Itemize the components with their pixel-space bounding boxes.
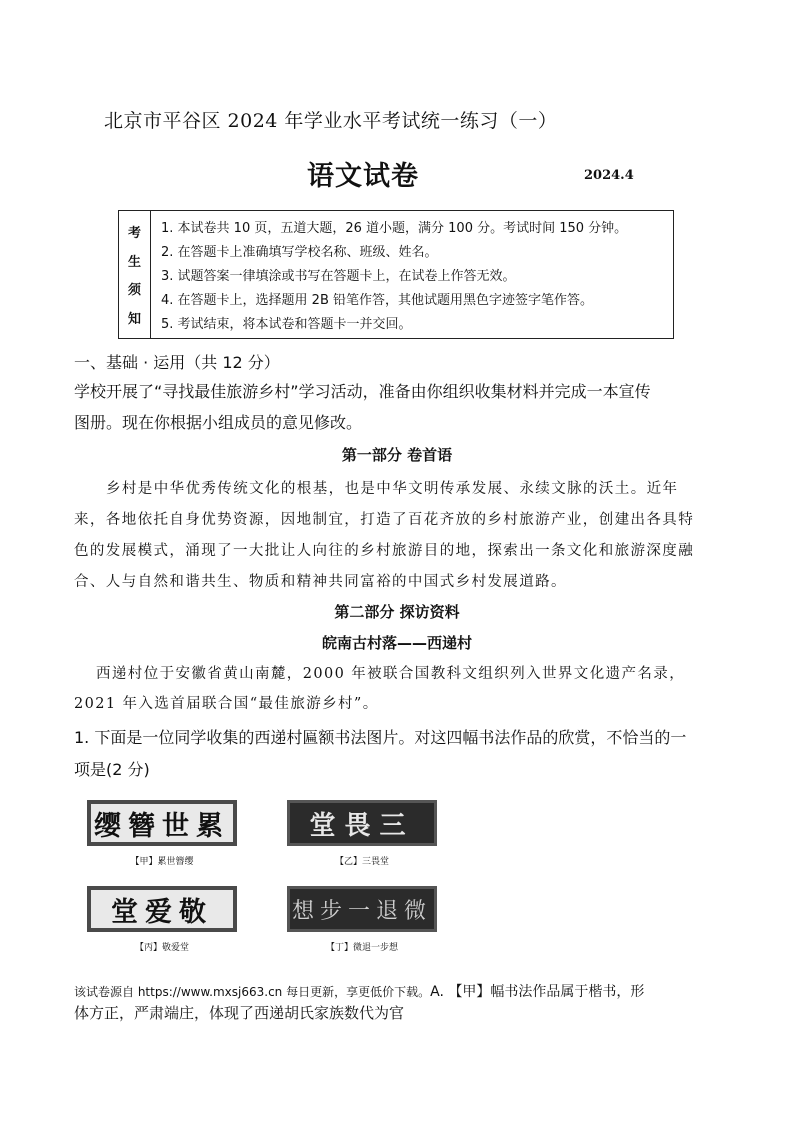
exam-date: 2024.4 [584,168,634,183]
plaque-jia-text: 缨簪世累 [94,810,230,842]
option-a-text: A. 【甲】幅书法作品属于楷书，形 [430,984,645,1000]
part2-subtitle: 皖南古村落——西递村 [321,634,472,652]
source-notice: 该试卷源自 https://www.mxsj663.cn 每日更新，享更低价下载。 [74,985,431,999]
candidate-notice-box [118,210,674,339]
plaque-jia-caption: 【甲】累世簪缨 [130,857,194,867]
part2-line: 2021 年入选首届联合国“最佳旅游乡村”。 [74,696,379,712]
part2-line: 西递村位于安徽省黄山南麓，2000 年被联合国教科文组织列入世界文化遗产名录， [96,666,686,682]
question1-line: 项是(2 分) [74,760,150,779]
subject-title: 语文试卷 [307,161,419,192]
section-intro-line: 学校开展了“寻找最佳旅游乡村”学习活动，准备由你组织收集材料并完成一本宣传 [74,382,651,401]
section-heading: 一、基础 · 运用（共 12 分） [74,353,280,372]
plaque-ding-caption: 【丁】微退一步想 [325,943,398,953]
plaque-yi-caption: 【乙】三畏堂 [334,857,389,867]
notice-item: 1. 本试卷共 10 页，五道大题，26 道小题，满分 100 分。考试时间 150 分钟。 [161,221,628,237]
notice-items [151,211,673,338]
question1-line: 1. 下面是一位同学收集的西递村匾额书法图片。对这四幅书法作品的欣赏，不恰当的一 [74,728,687,747]
plaque-bing-text: 堂爱敬 [111,896,213,928]
footer-line [74,981,644,1001]
plaque-yi-text: 堂畏三 [309,810,415,841]
plaque-jia-image [87,800,237,846]
notice-item: 3. 试题答案一律填涂或书写在答题卡上，在试卷上作答无效。 [161,268,516,284]
part1-line: 合、人与自然和谐共生、物质和精神共同富裕的中国式乡村发展道路。 [74,574,567,590]
notice-label [119,211,151,338]
part1-line: 来，各地依托自身优势资源，因地制宜，打造了百花齐放的乡村旅游产业，创建出各具特 [74,512,695,528]
notice-label-char: 知 [127,312,141,328]
option-a-continued: 体方正，严肃端庄，体现了西递胡氏家族数代为官 [74,1004,405,1022]
part1-line: 乡村是中华优秀传统文化的根基，也是中华文明传承发展、永续文脉的沃土。近年 [106,481,679,497]
part1-line: 色的发展模式，涌现了一大批让人向往的乡村旅游目的地，探索出一条文化和旅游深度融 [74,543,695,559]
exam-title: 北京市平谷区 2024 年学业水平考试统一练习（一） [104,110,558,132]
part1-title: 第一部分 卷首语 [341,446,453,464]
notice-item: 4. 在答题卡上，选择题用 2B 铅笔作答，其他试题用黑色字迹签字笔作答。 [161,292,593,308]
plaque-ding-text: 想步一退微 [291,898,432,924]
plaque-bing-image [87,886,237,932]
notice-item: 2. 在答题卡上准确填写学校名称、班级、姓名。 [161,245,438,261]
notice-item: 5. 考试结束，将本试卷和答题卡一并交回。 [161,316,412,332]
plaque-bing-caption: 【丙】敬爱堂 [134,943,189,953]
notice-label-char: 考 [127,225,141,241]
plaque-yi-image [287,800,437,846]
section-intro-line: 图册。现在你根据小组成员的意见修改。 [74,413,363,432]
notice-label-char: 须 [127,283,141,299]
plaque-ding-image [287,886,437,932]
part2-title: 第二部分 探访资料 [334,603,460,621]
notice-label-char: 生 [127,254,141,270]
